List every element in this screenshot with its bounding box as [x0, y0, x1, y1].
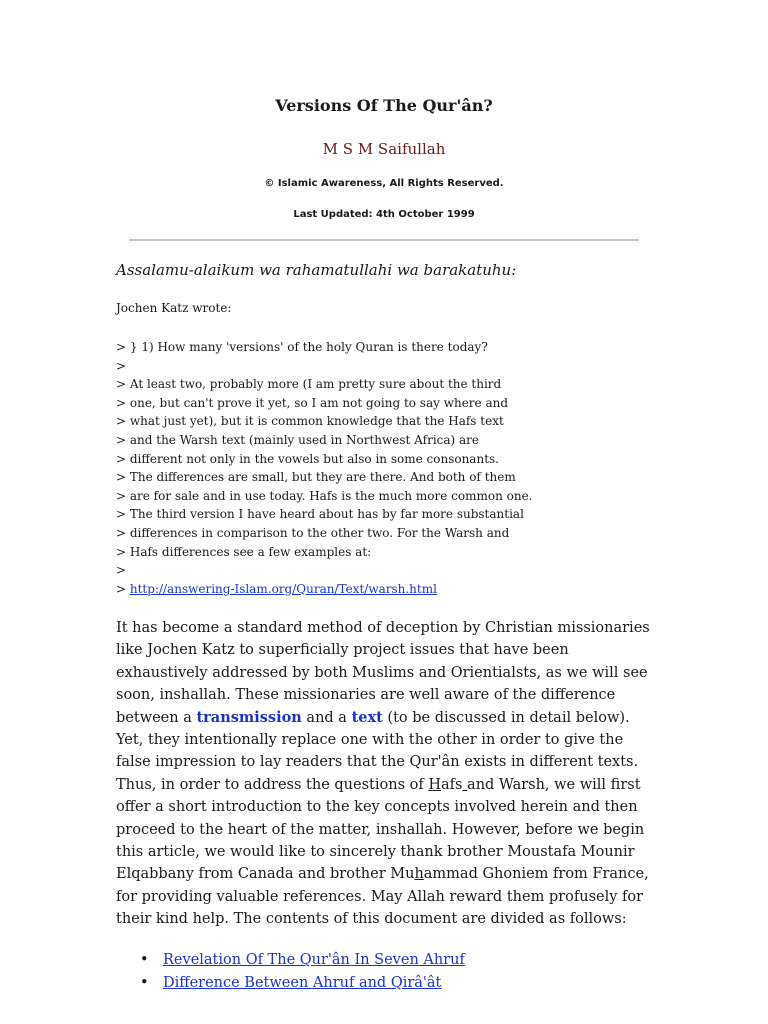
toc-link-seven-ahruf[interactable]: Revelation Of The Qur'ân In Seven Ahruf [163, 952, 465, 968]
quote-line: > The differences are small, but they are there. And both of them [116, 470, 516, 485]
last-updated: Last Updated: 4th October 1999 [293, 209, 475, 220]
quote-line: > what just yet), but it is common knowledge that the Hafs text [116, 414, 504, 429]
quote-line: > one, but can't prove it yet, so I am not going to say where and [116, 395, 509, 410]
copyright-notice: © Islamic Awareness, All Rights Reserved. [264, 178, 504, 189]
author-name: M S M Saifullah [322, 140, 446, 158]
paragraph-text: It has become a standard method of deception by Christian missionaries like Jochen Katz to superficially project issues that have been exhaustively addressed by both Muslims and Orientialsts, as we will see soon, inshallah. These missionaries are well aware of the difference between a [116, 620, 650, 726]
quote-line: > different not only in the vowels but also in some consonants. [116, 451, 499, 466]
horizontal-divider [129, 239, 639, 241]
quoted-message [116, 338, 676, 598]
quote-line: > Hafs differences see a few examples at: [116, 544, 372, 559]
warsh-link[interactable]: http://answering-Islam.org/Quran/Text/warsh.html [129, 581, 437, 596]
contents-list [136, 949, 465, 994]
quote-line: > are for sale and in use today. Hafs is the much more common one. [116, 488, 533, 503]
paragraph-text: (to be discussed in detail below). Yet, they intentionally replace one with the other in order to give the false impression to lay readers that the Qur'ân exists in different texts. Thus, in order to address the questions of [116, 709, 639, 793]
quote-attribution: Jochen Katz wrote: [116, 301, 232, 315]
bullet-icon: • [140, 952, 149, 968]
hafs-rest: afs [440, 776, 463, 793]
paragraph-text: ammad Ghoniem from France, for providing valuable references. May Allah reward them profusely for their kind help. The contents of this document are divided as follows: [116, 866, 649, 928]
quote-line: > differences in comparison to the other two. For the Warsh and [116, 525, 510, 540]
quote-line: > } 1) How many 'versions' of the holy Quran is there today? [116, 340, 488, 354]
paragraph-text: and a [301, 709, 352, 726]
list-item [136, 972, 465, 995]
toc-link-ahruf-qiraat[interactable]: Difference Between Ahruf and Qirâ'ât [163, 974, 442, 991]
muhammad-h-underlined: h [414, 866, 424, 883]
keyword-transmission: transmission [196, 708, 302, 726]
quote-prefix: > [116, 581, 130, 596]
greeting: Assalamu-alaikum wa rahamatullahi wa barakatuhu: [116, 261, 517, 279]
quote-line: > and the Warsh text (mainly used in Northwest Africa) are [116, 432, 480, 447]
bullet-icon: • [140, 974, 149, 991]
keyword-text: text [351, 708, 383, 726]
body-paragraph [116, 617, 656, 931]
paragraph-text: and Warsh, we will first offer a short introduction to the key concepts involved herein and then proceed to the heart of the matter, inshallah. However, before we begin this article, we would like to sincerely thank brother Moustafa Mounir Elqabbany from Canada and brother Mu [116, 776, 645, 883]
quote-line: > The third version I have heard about has by far more substantial [116, 507, 524, 522]
page-title: Versions Of The Qur'ân? [275, 96, 493, 115]
quote-line: > [116, 563, 127, 578]
quote-line: > At least two, probably more (I am pretty sure about the third [116, 377, 502, 392]
hafs-h-underlined: H [428, 776, 441, 793]
list-item [136, 949, 465, 972]
quote-line-link-row [116, 580, 676, 599]
quote-line: > [116, 358, 127, 373]
